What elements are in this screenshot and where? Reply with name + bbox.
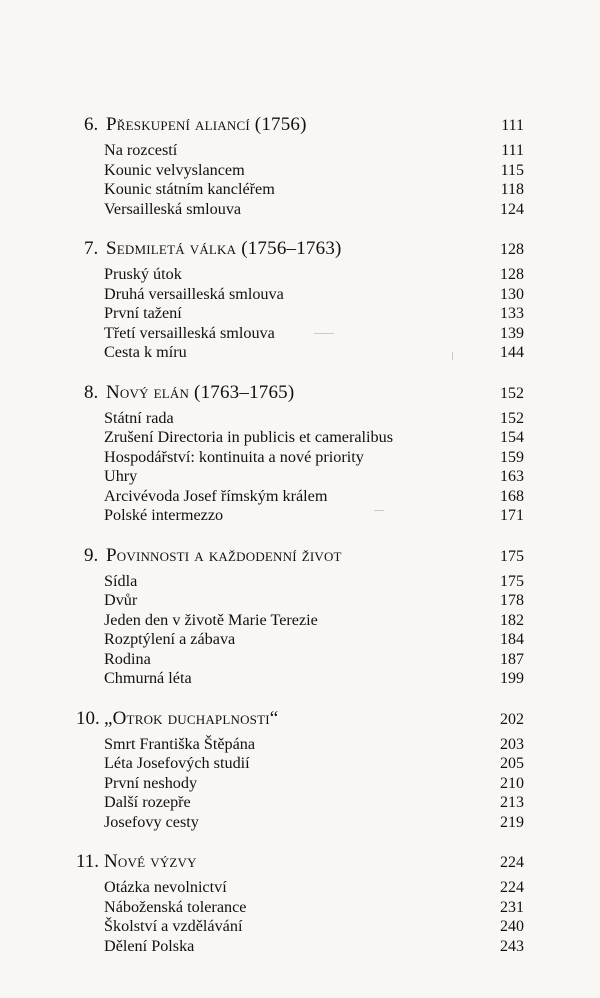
entry-page: 130 bbox=[500, 285, 524, 303]
entry-title: Otázka nevolnictví bbox=[104, 878, 227, 896]
chapter-page: 128 bbox=[500, 241, 524, 258]
chapter-page: 202 bbox=[500, 710, 524, 728]
chapter-page: 152 bbox=[500, 384, 524, 402]
entry-page: 118 bbox=[500, 181, 524, 198]
entry-title: Jeden den v životě Marie Terezie bbox=[104, 610, 318, 629]
entry-title: Dvůr bbox=[104, 591, 138, 609]
entry-page: 205 bbox=[500, 755, 524, 772]
toc-entry bbox=[84, 611, 524, 631]
entry-title: Druhá versailleská smlouva bbox=[104, 284, 284, 303]
toc-entry bbox=[84, 285, 524, 305]
entry-page: 184 bbox=[500, 631, 524, 648]
entry-title: Na rozcestí bbox=[104, 141, 178, 159]
entry-title: Kounic státním kancléřem bbox=[104, 180, 275, 198]
chapter-heading bbox=[84, 382, 524, 409]
entry-page: 182 bbox=[500, 611, 524, 629]
entry-page: 199 bbox=[500, 670, 524, 687]
entry-title: Polské intermezzo bbox=[104, 506, 224, 524]
toc-entry bbox=[84, 813, 524, 833]
entry-page: 152 bbox=[500, 409, 524, 427]
entry-page: 111 bbox=[501, 142, 524, 159]
entry-page: 124 bbox=[500, 200, 524, 218]
toc-entry bbox=[84, 917, 524, 937]
entry-title: Dělení Polska bbox=[104, 936, 195, 955]
toc-entry bbox=[84, 343, 524, 363]
entry-page: 175 bbox=[500, 572, 524, 590]
toc-entry bbox=[84, 650, 524, 670]
toc-entry bbox=[84, 878, 524, 898]
entry-page: 144 bbox=[500, 344, 524, 361]
entry-page: 128 bbox=[500, 266, 524, 283]
entry-title: Uhry bbox=[104, 467, 138, 485]
entry-page: 224 bbox=[500, 879, 524, 896]
chapter-6 bbox=[84, 114, 524, 219]
toc-entry bbox=[84, 669, 524, 689]
chapter-11 bbox=[76, 851, 524, 956]
entry-page: 187 bbox=[500, 650, 524, 668]
entry-title: Versailleská smlouva bbox=[104, 199, 242, 218]
chapter-number: 11. bbox=[76, 851, 100, 872]
entry-title: Rodina bbox=[104, 649, 151, 668]
entry-page: 210 bbox=[500, 774, 524, 792]
toc-entry bbox=[84, 265, 524, 285]
chapter-number: 8. bbox=[84, 381, 99, 403]
chapter-title: Nový elán (1763–1765) bbox=[106, 381, 295, 403]
chapter-title: „Otrok duchaplnosti“ bbox=[104, 707, 279, 729]
entry-page: 203 bbox=[500, 735, 524, 753]
entry-page: 171 bbox=[500, 507, 524, 524]
chapter-title: Povinnosti a každodenní život bbox=[106, 544, 342, 566]
entry-title: Školství a vzdělávání bbox=[104, 917, 243, 935]
toc-entry bbox=[84, 467, 524, 487]
chapter-heading bbox=[76, 707, 524, 735]
chapter-9 bbox=[84, 545, 524, 689]
toc-entry bbox=[84, 793, 524, 813]
chapter-10 bbox=[76, 707, 524, 833]
toc-entry bbox=[84, 754, 524, 774]
toc-entry bbox=[84, 409, 524, 429]
chapter-page: 111 bbox=[501, 117, 524, 134]
chapter-number: 9. bbox=[84, 544, 99, 566]
entry-title: Kounic velvyslancem bbox=[104, 160, 245, 179]
toc-entry bbox=[84, 591, 524, 611]
toc-entry bbox=[84, 898, 524, 918]
entry-title: Josefovy cesty bbox=[104, 812, 199, 831]
entry-title: Smrt Františka Štěpána bbox=[104, 734, 256, 753]
entry-title: Zrušení Directoria in publicis et cameralibus bbox=[104, 428, 394, 446]
entry-title: Pruský útok bbox=[104, 265, 182, 283]
chapter-page: 224 bbox=[500, 854, 524, 871]
toc-entry bbox=[84, 735, 524, 755]
entry-page: 154 bbox=[500, 429, 524, 446]
toc-entry bbox=[84, 200, 524, 220]
chapter-heading bbox=[84, 545, 524, 572]
entry-page: 178 bbox=[500, 592, 524, 609]
scan-speck bbox=[374, 510, 384, 511]
chapter-title: Přeskupení aliancí (1756) bbox=[106, 114, 307, 135]
entry-page: 133 bbox=[500, 305, 524, 322]
chapter-page: 175 bbox=[500, 547, 524, 565]
entry-title: Hospodářství: kontinuita a nové priority bbox=[104, 447, 364, 466]
chapter-8 bbox=[84, 382, 524, 526]
chapter-heading bbox=[84, 238, 524, 265]
toc-entry bbox=[84, 304, 524, 324]
toc-entry bbox=[84, 506, 524, 526]
chapter-7 bbox=[84, 238, 524, 363]
toc-entry bbox=[84, 141, 524, 161]
entry-title: Náboženská tolerance bbox=[104, 897, 247, 916]
entry-page: 231 bbox=[500, 898, 524, 916]
chapter-heading bbox=[76, 851, 524, 878]
entry-title: Státní rada bbox=[104, 408, 174, 427]
chapter-number: 7. bbox=[84, 238, 99, 259]
toc-entry bbox=[84, 180, 524, 200]
entry-page: 163 bbox=[500, 468, 524, 485]
chapter-heading bbox=[84, 114, 524, 141]
entry-page: 139 bbox=[500, 324, 524, 342]
scan-speck bbox=[452, 352, 453, 360]
toc-entry bbox=[84, 937, 524, 957]
toc-entry bbox=[84, 324, 524, 344]
entry-page: 159 bbox=[500, 448, 524, 466]
chapter-number: 10. bbox=[76, 707, 100, 729]
entry-page: 240 bbox=[500, 918, 524, 935]
entry-page: 219 bbox=[500, 813, 524, 831]
chapter-number: 6. bbox=[84, 114, 99, 135]
entry-page: 115 bbox=[500, 161, 524, 179]
entry-title: Sídla bbox=[104, 571, 138, 590]
entry-title: Chmurná léta bbox=[104, 669, 192, 687]
entry-title: Léta Josefových studií bbox=[104, 754, 250, 772]
table-of-contents bbox=[76, 114, 524, 975]
entry-title: Cesta k míru bbox=[104, 343, 187, 361]
toc-entry bbox=[84, 448, 524, 468]
chapter-title: Nové výzvy bbox=[104, 851, 197, 872]
toc-entry bbox=[84, 572, 524, 592]
chapter-title: Sedmiletá válka (1756–1763) bbox=[106, 238, 342, 259]
toc-entry bbox=[84, 428, 524, 448]
entry-title: První tažení bbox=[104, 304, 182, 322]
entry-page: 168 bbox=[500, 487, 524, 505]
toc-entry bbox=[84, 774, 524, 794]
entry-title: Arcivévoda Josef římským králem bbox=[104, 486, 328, 505]
toc-entry bbox=[84, 487, 524, 507]
scan-speck bbox=[314, 333, 334, 334]
toc-entry bbox=[84, 161, 524, 181]
entry-title: Další rozepře bbox=[104, 793, 191, 811]
entry-title: Třetí versailleská smlouva bbox=[104, 323, 275, 342]
entry-page: 213 bbox=[500, 794, 524, 811]
toc-entry bbox=[84, 630, 524, 650]
entry-title: Rozptýlení a zábava bbox=[104, 630, 236, 648]
entry-page: 243 bbox=[500, 937, 524, 955]
entry-title: První neshody bbox=[104, 773, 198, 792]
